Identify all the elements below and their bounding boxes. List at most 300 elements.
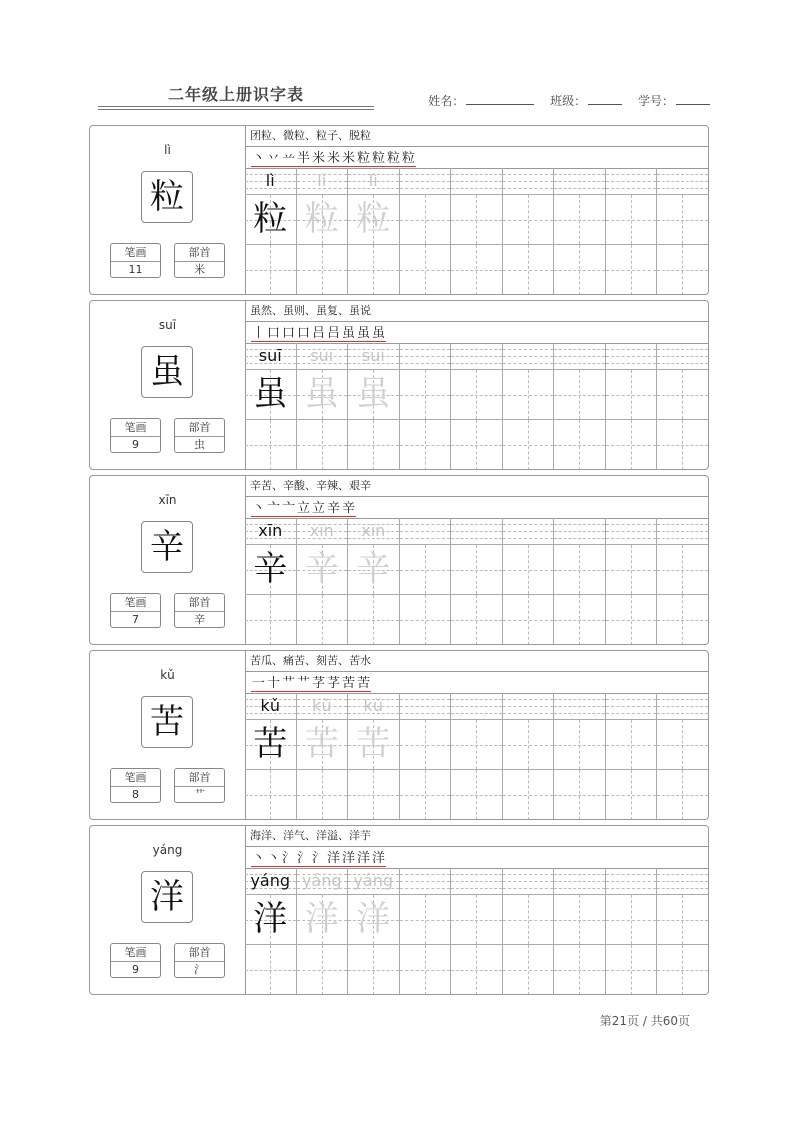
pinyin-lines bbox=[554, 343, 605, 369]
stroke-step: 辛 bbox=[341, 497, 356, 517]
stroke-step: 十 bbox=[266, 672, 281, 692]
writing-cell[interactable] bbox=[657, 343, 709, 470]
stroke-step: 丶 bbox=[251, 847, 266, 867]
writing-cell[interactable] bbox=[451, 868, 503, 995]
pinyin-lines bbox=[451, 868, 502, 894]
character-info-panel bbox=[90, 826, 246, 994]
stroke-step: 米 bbox=[326, 147, 341, 167]
writing-cell[interactable] bbox=[657, 168, 709, 295]
pinyin-trace: lì bbox=[317, 171, 327, 190]
writing-cell[interactable] bbox=[297, 693, 349, 820]
stroke-step: 洋 bbox=[326, 847, 341, 867]
writing-cell[interactable] bbox=[554, 868, 606, 995]
stroke-step: 一 bbox=[251, 672, 266, 692]
pinyin-lines bbox=[554, 518, 605, 544]
tian-grid-practice bbox=[606, 245, 657, 295]
tian-grid-practice bbox=[503, 420, 554, 470]
pinyin-lines bbox=[348, 518, 399, 544]
pinyin-lines bbox=[451, 518, 502, 544]
tian-grid-practice bbox=[348, 420, 399, 470]
pinyin-lines bbox=[400, 343, 451, 369]
stroke-step: 米 bbox=[341, 147, 356, 167]
writing-cell[interactable] bbox=[554, 518, 606, 645]
character-model: 苦 bbox=[253, 724, 288, 764]
pinyin-lines bbox=[297, 168, 348, 194]
tian-grid bbox=[245, 894, 296, 945]
stroke-count-label: 笔画 bbox=[111, 594, 160, 612]
radical-box bbox=[174, 768, 225, 803]
stroke-step: 洋 bbox=[356, 847, 371, 867]
student-number-field[interactable]: 学号： bbox=[638, 92, 710, 109]
character-trace: 粒 bbox=[304, 199, 339, 239]
tian-grid bbox=[400, 194, 451, 245]
character-display: 苦 bbox=[150, 702, 184, 742]
pinyin-lines bbox=[348, 868, 399, 894]
stroke-step: 丶 bbox=[251, 497, 266, 517]
character-model: 粒 bbox=[253, 199, 288, 239]
writing-cell[interactable] bbox=[657, 518, 709, 645]
stroke-step: 氵 bbox=[296, 847, 311, 867]
tian-grid bbox=[297, 194, 348, 245]
stroke-order-sequence bbox=[251, 497, 356, 517]
writing-cell[interactable] bbox=[400, 518, 452, 645]
writing-grid bbox=[245, 518, 709, 645]
character-display: 虽 bbox=[150, 352, 184, 392]
writing-cell[interactable] bbox=[451, 168, 503, 295]
example-words: 团粒、微粒、粒子、脱粒 bbox=[245, 126, 709, 147]
tian-grid bbox=[297, 719, 348, 770]
radical-value: 艹 bbox=[194, 788, 205, 801]
example-words: 虽然、虽则、虽复、虽说 bbox=[245, 301, 709, 322]
pinyin-lines bbox=[554, 693, 605, 719]
tian-grid-practice bbox=[451, 770, 502, 820]
writing-cell[interactable] bbox=[503, 343, 555, 470]
writing-cell[interactable] bbox=[348, 868, 400, 995]
pinyin-model: lì bbox=[265, 171, 275, 190]
practice-panel bbox=[245, 126, 709, 294]
pinyin-lines bbox=[451, 693, 502, 719]
name-field[interactable]: 姓名： bbox=[428, 92, 534, 109]
pinyin-lines bbox=[245, 343, 296, 369]
character-pinyin: yáng bbox=[152, 843, 183, 857]
radical-label: 部首 bbox=[175, 594, 224, 612]
pinyin-lines bbox=[400, 168, 451, 194]
writing-cell[interactable] bbox=[503, 168, 555, 295]
stroke-step: 粒 bbox=[356, 147, 371, 167]
stroke-step: 立 bbox=[311, 497, 326, 517]
writing-cell[interactable] bbox=[554, 343, 606, 470]
writing-cell[interactable] bbox=[400, 868, 452, 995]
stroke-step: 芓 bbox=[326, 672, 341, 692]
pinyin-trace: kǔ bbox=[363, 696, 383, 715]
stroke-order-row bbox=[245, 497, 709, 519]
writing-cell[interactable] bbox=[606, 168, 658, 295]
tian-grid bbox=[297, 369, 348, 420]
radical-value: 辛 bbox=[194, 613, 205, 626]
pinyin-lines bbox=[606, 518, 657, 544]
character-trace: 虽 bbox=[356, 374, 391, 414]
stroke-step: 口 bbox=[296, 322, 311, 342]
example-words: 海洋、洋气、洋溢、洋芋 bbox=[245, 826, 709, 847]
tian-grid-practice bbox=[297, 770, 348, 820]
pinyin-lines bbox=[606, 868, 657, 894]
stroke-count-box bbox=[110, 418, 161, 453]
pinyin-lines bbox=[657, 868, 708, 894]
stroke-step: 半 bbox=[296, 147, 311, 167]
pinyin-lines bbox=[657, 518, 708, 544]
writing-cell[interactable] bbox=[400, 343, 452, 470]
character-box bbox=[141, 171, 193, 223]
radical-value: 氵 bbox=[194, 963, 205, 976]
tian-grid bbox=[554, 544, 605, 595]
writing-cell[interactable] bbox=[400, 168, 452, 295]
character-trace: 洋 bbox=[356, 899, 391, 939]
tian-grid bbox=[348, 544, 399, 595]
character-info-panel bbox=[90, 651, 246, 819]
writing-grid bbox=[245, 693, 709, 820]
tian-grid bbox=[451, 369, 502, 420]
stroke-step: 丨 bbox=[251, 322, 266, 342]
pinyin-model: yáng bbox=[250, 871, 291, 890]
tian-grid-practice bbox=[400, 770, 451, 820]
writing-cell[interactable] bbox=[554, 168, 606, 295]
student-info-fields bbox=[416, 92, 710, 109]
writing-cell[interactable] bbox=[657, 868, 709, 995]
writing-cell[interactable] bbox=[245, 343, 297, 470]
stroke-step: 亠 bbox=[266, 497, 281, 517]
writing-cell[interactable] bbox=[503, 868, 555, 995]
tian-grid-practice bbox=[245, 770, 296, 820]
tian-grid bbox=[348, 894, 399, 945]
stroke-count-box bbox=[110, 593, 161, 628]
tian-grid-practice bbox=[657, 595, 708, 645]
pinyin-trace: yáng bbox=[353, 871, 394, 890]
tian-grid-practice bbox=[297, 595, 348, 645]
worksheet-title: 二年级上册识字表 bbox=[167, 85, 304, 104]
tian-grid bbox=[245, 719, 296, 770]
pinyin-lines bbox=[451, 343, 502, 369]
tian-grid-practice bbox=[503, 245, 554, 295]
tian-grid bbox=[245, 194, 296, 245]
pinyin-lines bbox=[503, 168, 554, 194]
character-card bbox=[89, 825, 709, 995]
stroke-count-label: 笔画 bbox=[111, 244, 160, 262]
tian-grid bbox=[400, 719, 451, 770]
tian-grid-practice bbox=[400, 245, 451, 295]
tian-grid-practice bbox=[348, 245, 399, 295]
tian-grid bbox=[297, 894, 348, 945]
stroke-step: 氵 bbox=[311, 847, 326, 867]
tian-grid-practice bbox=[245, 420, 296, 470]
stroke-order-row bbox=[245, 147, 709, 169]
tian-grid bbox=[400, 894, 451, 945]
writing-grid bbox=[245, 343, 709, 470]
tian-grid-practice bbox=[400, 945, 451, 995]
pinyin-lines bbox=[503, 868, 554, 894]
practice-panel bbox=[245, 476, 709, 644]
stroke-step: 粒 bbox=[371, 147, 386, 167]
pinyin-model: kǔ bbox=[260, 696, 280, 715]
radical-label: 部首 bbox=[175, 769, 224, 787]
stroke-order-row bbox=[245, 847, 709, 869]
stroke-order-sequence bbox=[251, 672, 371, 692]
stroke-step: 吕 bbox=[311, 322, 326, 342]
tian-grid bbox=[451, 894, 502, 945]
pinyin-trace: suī bbox=[310, 346, 334, 365]
pinyin-lines bbox=[245, 518, 296, 544]
character-trace: 粒 bbox=[356, 199, 391, 239]
character-card bbox=[89, 300, 709, 470]
pinyin-trace: xīn bbox=[309, 521, 334, 540]
stroke-step: 艹 bbox=[281, 672, 296, 692]
character-box bbox=[141, 871, 193, 923]
example-words: 辛苦、辛酸、辛辣、艰辛 bbox=[245, 476, 709, 497]
writing-cell[interactable] bbox=[606, 693, 658, 820]
writing-cell[interactable] bbox=[606, 343, 658, 470]
tian-grid bbox=[503, 369, 554, 420]
character-trace: 辛 bbox=[304, 549, 339, 589]
writing-cell[interactable] bbox=[297, 168, 349, 295]
stroke-step: 粒 bbox=[386, 147, 401, 167]
writing-cell[interactable] bbox=[451, 343, 503, 470]
writing-cell[interactable] bbox=[348, 168, 400, 295]
stroke-step: 洋 bbox=[371, 847, 386, 867]
character-box bbox=[141, 346, 193, 398]
pinyin-lines bbox=[400, 518, 451, 544]
tian-grid bbox=[400, 369, 451, 420]
stroke-step: 苦 bbox=[356, 672, 371, 692]
pinyin-lines bbox=[554, 868, 605, 894]
tian-grid bbox=[503, 544, 554, 595]
title-underline-second bbox=[98, 109, 374, 110]
tian-grid-practice bbox=[297, 945, 348, 995]
stroke-step: 丶 bbox=[251, 147, 266, 167]
writing-cell[interactable] bbox=[348, 343, 400, 470]
character-pinyin: xīn bbox=[158, 493, 177, 507]
stroke-step: 丷 bbox=[266, 147, 281, 167]
pinyin-lines bbox=[245, 868, 296, 894]
character-trace: 洋 bbox=[304, 899, 339, 939]
writing-cell[interactable] bbox=[245, 518, 297, 645]
stroke-step: 口 bbox=[266, 322, 281, 342]
tian-grid bbox=[503, 894, 554, 945]
page-number: 第21页 / 共60页 bbox=[599, 1014, 690, 1028]
tian-grid-practice bbox=[400, 595, 451, 645]
pinyin-lines bbox=[297, 693, 348, 719]
tian-grid bbox=[606, 369, 657, 420]
tian-grid-practice bbox=[503, 770, 554, 820]
tian-grid-practice bbox=[348, 770, 399, 820]
tian-grid-practice bbox=[451, 245, 502, 295]
stroke-step: 䒑 bbox=[281, 147, 296, 167]
pinyin-trace: suī bbox=[361, 346, 385, 365]
radical-value: 虫 bbox=[194, 438, 205, 451]
character-trace: 苦 bbox=[304, 724, 339, 764]
practice-panel bbox=[245, 651, 709, 819]
tian-grid bbox=[348, 369, 399, 420]
writing-cell[interactable] bbox=[657, 693, 709, 820]
character-box bbox=[141, 521, 193, 573]
tian-grid bbox=[400, 544, 451, 595]
stroke-count-value: 7 bbox=[132, 613, 139, 626]
tian-grid-practice bbox=[606, 945, 657, 995]
character-card bbox=[89, 650, 709, 820]
tian-grid-practice bbox=[245, 245, 296, 295]
character-model: 辛 bbox=[253, 549, 288, 589]
writing-cell[interactable] bbox=[297, 868, 349, 995]
pinyin-lines bbox=[606, 168, 657, 194]
character-pinyin: lì bbox=[164, 143, 171, 157]
stroke-step: 洋 bbox=[341, 847, 356, 867]
tian-grid bbox=[297, 544, 348, 595]
pinyin-lines bbox=[503, 343, 554, 369]
worksheet-header bbox=[98, 82, 710, 114]
stroke-order-sequence bbox=[251, 322, 386, 342]
character-model: 洋 bbox=[253, 899, 288, 939]
tian-grid bbox=[657, 544, 708, 595]
writing-cell[interactable] bbox=[606, 518, 658, 645]
tian-grid-practice bbox=[606, 770, 657, 820]
pinyin-lines bbox=[348, 168, 399, 194]
tian-grid bbox=[606, 544, 657, 595]
stroke-step: 虽 bbox=[371, 322, 386, 342]
writing-cell[interactable] bbox=[606, 868, 658, 995]
character-trace: 虽 bbox=[304, 374, 339, 414]
writing-cell[interactable] bbox=[503, 518, 555, 645]
radical-label: 部首 bbox=[175, 244, 224, 262]
stroke-step: 苦 bbox=[341, 672, 356, 692]
stroke-step: 粒 bbox=[401, 147, 416, 167]
tian-grid-practice bbox=[606, 420, 657, 470]
writing-cell[interactable] bbox=[297, 343, 349, 470]
writing-cell[interactable] bbox=[245, 168, 297, 295]
tian-grid-practice bbox=[503, 595, 554, 645]
tian-grid bbox=[451, 194, 502, 245]
stroke-count-box bbox=[110, 768, 161, 803]
title-underline bbox=[98, 106, 374, 107]
character-trace: 辛 bbox=[356, 549, 391, 589]
tian-grid-practice bbox=[657, 420, 708, 470]
radical-box bbox=[174, 418, 225, 453]
tian-grid bbox=[554, 369, 605, 420]
stroke-count-value: 8 bbox=[132, 788, 139, 801]
pinyin-model: suī bbox=[258, 346, 282, 365]
stroke-count-label: 笔画 bbox=[111, 769, 160, 787]
stroke-count-label: 笔画 bbox=[111, 944, 160, 962]
radical-box bbox=[174, 593, 225, 628]
stroke-step: 立 bbox=[296, 497, 311, 517]
pinyin-lines bbox=[657, 343, 708, 369]
tian-grid bbox=[606, 894, 657, 945]
radical-box bbox=[174, 243, 225, 278]
pinyin-trace: kǔ bbox=[312, 696, 332, 715]
tian-grid-practice bbox=[554, 945, 605, 995]
tian-grid-practice bbox=[348, 595, 399, 645]
pinyin-lines bbox=[400, 868, 451, 894]
tian-grid-practice bbox=[451, 595, 502, 645]
tian-grid bbox=[606, 194, 657, 245]
tian-grid bbox=[503, 194, 554, 245]
stroke-order-sequence bbox=[251, 147, 416, 167]
tian-grid-practice bbox=[245, 945, 296, 995]
tian-grid-practice bbox=[554, 420, 605, 470]
stroke-order-row bbox=[245, 672, 709, 694]
tian-grid-practice bbox=[245, 595, 296, 645]
writing-cell[interactable] bbox=[451, 518, 503, 645]
tian-grid bbox=[245, 369, 296, 420]
pinyin-lines bbox=[348, 343, 399, 369]
character-pinyin: suī bbox=[158, 318, 177, 332]
pinyin-lines bbox=[348, 693, 399, 719]
character-info-panel bbox=[90, 301, 246, 469]
stroke-step: 芓 bbox=[311, 672, 326, 692]
practice-panel bbox=[245, 826, 709, 994]
pinyin-trace: yáng bbox=[301, 871, 342, 890]
character-card bbox=[89, 125, 709, 295]
character-display: 粒 bbox=[150, 177, 184, 217]
tian-grid-practice bbox=[554, 245, 605, 295]
stroke-count-box bbox=[110, 243, 161, 278]
tian-grid bbox=[554, 194, 605, 245]
pinyin-lines bbox=[503, 518, 554, 544]
stroke-step: 亠 bbox=[281, 497, 296, 517]
tian-grid bbox=[503, 719, 554, 770]
writing-cell[interactable] bbox=[297, 518, 349, 645]
writing-grid bbox=[245, 168, 709, 295]
stroke-count-value: 9 bbox=[132, 438, 139, 451]
tian-grid-practice bbox=[451, 945, 502, 995]
character-display: 辛 bbox=[150, 527, 184, 567]
pinyin-lines bbox=[657, 168, 708, 194]
tian-grid bbox=[245, 544, 296, 595]
stroke-step: 丶 bbox=[266, 847, 281, 867]
pinyin-lines bbox=[503, 693, 554, 719]
pinyin-model: xīn bbox=[258, 521, 283, 540]
stroke-order-row bbox=[245, 322, 709, 344]
stroke-step: 米 bbox=[311, 147, 326, 167]
tian-grid-practice bbox=[348, 945, 399, 995]
writing-cell[interactable] bbox=[245, 693, 297, 820]
class-field[interactable]: 班级： bbox=[550, 92, 622, 109]
writing-cell[interactable] bbox=[503, 693, 555, 820]
tian-grid bbox=[451, 544, 502, 595]
pinyin-lines bbox=[606, 693, 657, 719]
stroke-count-value: 9 bbox=[132, 963, 139, 976]
character-box bbox=[141, 696, 193, 748]
writing-cell[interactable] bbox=[451, 693, 503, 820]
character-model: 虽 bbox=[253, 374, 288, 414]
tian-grid-practice bbox=[657, 245, 708, 295]
tian-grid bbox=[451, 719, 502, 770]
pinyin-lines bbox=[606, 343, 657, 369]
writing-cell[interactable] bbox=[400, 693, 452, 820]
tian-grid-practice bbox=[606, 595, 657, 645]
writing-cell[interactable] bbox=[554, 693, 606, 820]
stroke-step: 辛 bbox=[326, 497, 341, 517]
tian-grid-practice bbox=[554, 770, 605, 820]
writing-cell[interactable] bbox=[348, 693, 400, 820]
pinyin-lines bbox=[245, 168, 296, 194]
stroke-count-box bbox=[110, 943, 161, 978]
radical-box bbox=[174, 943, 225, 978]
stroke-count-value: 11 bbox=[128, 263, 143, 276]
tian-grid bbox=[348, 194, 399, 245]
tian-grid-practice bbox=[657, 770, 708, 820]
tian-grid bbox=[606, 719, 657, 770]
writing-cell[interactable] bbox=[348, 518, 400, 645]
writing-cell[interactable] bbox=[245, 868, 297, 995]
tian-grid-practice bbox=[554, 595, 605, 645]
